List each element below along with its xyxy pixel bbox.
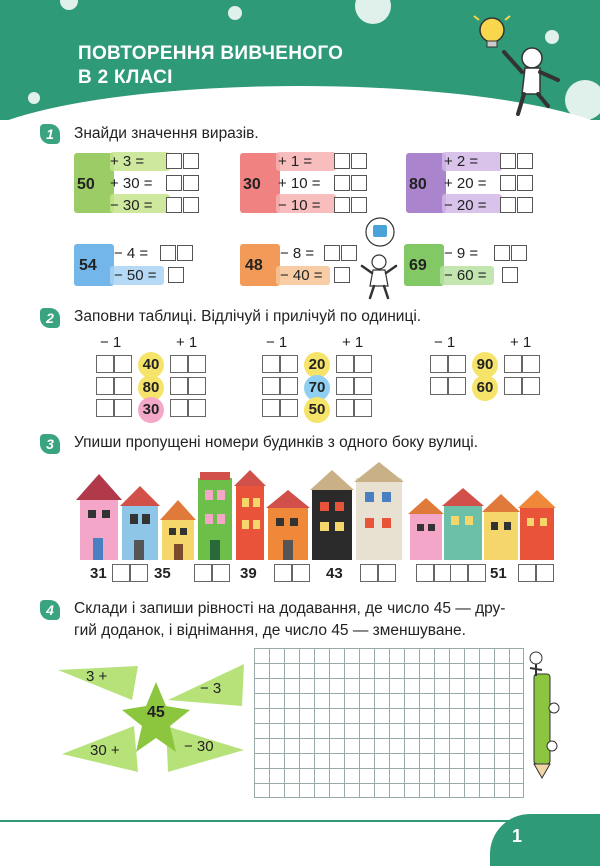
missing-number-cell[interactable] <box>292 564 310 582</box>
expression: + 20 = <box>444 175 487 192</box>
answer-cell[interactable] <box>188 399 206 417</box>
center-value: 50 <box>304 397 330 423</box>
center-value: 90 <box>472 352 498 378</box>
answer-cell[interactable] <box>448 355 466 373</box>
base-number: 69 <box>409 257 427 274</box>
base-number: 80 <box>409 176 427 193</box>
answer-cell[interactable] <box>280 399 298 417</box>
task-1-text: Знайди значення виразів. <box>74 125 259 142</box>
answer-cell[interactable] <box>504 377 522 395</box>
plus-one-label: + 1 <box>342 334 364 351</box>
missing-number-cell[interactable] <box>360 564 378 582</box>
expression-block-48 <box>240 240 370 290</box>
writing-grid[interactable] <box>254 648 524 798</box>
answer-box[interactable] <box>334 153 350 169</box>
center-value: 40 <box>138 352 164 378</box>
minus-one-label: − 1 <box>100 334 122 351</box>
answer-box[interactable] <box>166 175 182 191</box>
missing-number-cell[interactable] <box>450 564 468 582</box>
house-numbers-row <box>90 564 560 586</box>
thumbs-up-illustration <box>354 216 404 300</box>
answer-box[interactable] <box>177 245 193 261</box>
answer-box[interactable] <box>183 153 199 169</box>
answer-box[interactable] <box>334 197 350 213</box>
answer-cell[interactable] <box>170 399 188 417</box>
task-3-text: Упиши пропущені номери будинків з одного боку вулиці. <box>74 434 479 451</box>
expression-block-54 <box>74 240 204 290</box>
answer-cell[interactable] <box>430 355 448 373</box>
answer-box[interactable] <box>166 197 182 213</box>
answer-cell[interactable] <box>114 399 132 417</box>
task-3-badge: 3 <box>40 434 60 454</box>
answer-box[interactable] <box>351 197 367 213</box>
answer-box[interactable] <box>334 175 350 191</box>
minus-one-label: − 1 <box>266 334 288 351</box>
missing-number-cell[interactable] <box>194 564 212 582</box>
expression: − 4 = <box>114 245 149 262</box>
task-4-line-2: гий доданок, і віднімання, де число 45 — зменшуване. <box>74 622 466 639</box>
expression: − 30 = <box>110 197 153 214</box>
answer-cell[interactable] <box>170 377 188 395</box>
center-value: 30 <box>138 397 164 423</box>
expression: + 2 = <box>444 153 479 170</box>
answer-cell[interactable] <box>430 377 448 395</box>
task-2-text: Заповни таблиці. Відлічуй і прилічуй по одиниці. <box>74 308 422 325</box>
answer-cell[interactable] <box>114 355 132 373</box>
expression: + 3 = <box>110 153 145 170</box>
base-number: 54 <box>79 257 97 274</box>
center-value: 70 <box>304 375 330 401</box>
answer-box[interactable] <box>502 267 518 283</box>
page-number-tab <box>490 814 600 866</box>
answer-cell[interactable] <box>170 355 188 373</box>
expression: − 40 = <box>280 267 323 284</box>
answer-box[interactable] <box>166 153 182 169</box>
boy-lightbulb-illustration <box>470 6 590 116</box>
title-line-1: ПОВТОРЕННЯ ВИВЧЕНОГО <box>78 43 344 64</box>
missing-number-cell[interactable] <box>416 564 434 582</box>
star-label: 30 + <box>90 742 120 759</box>
answer-cell[interactable] <box>114 377 132 395</box>
center-value: 60 <box>472 375 498 401</box>
answer-cell[interactable] <box>504 355 522 373</box>
task-4-text <box>74 598 505 642</box>
expression: + 10 = <box>278 175 321 192</box>
expression: + 30 = <box>110 175 153 192</box>
answer-cell[interactable] <box>262 377 280 395</box>
table-group-1 <box>94 334 224 418</box>
house-number: 35 <box>154 565 171 582</box>
answer-cell[interactable] <box>96 355 114 373</box>
answer-box[interactable] <box>500 197 516 213</box>
star-label: − 30 <box>184 738 214 755</box>
answer-cell[interactable] <box>262 355 280 373</box>
house-number: 43 <box>326 565 343 582</box>
expression: + 1 = <box>278 153 313 170</box>
answer-cell[interactable] <box>96 399 114 417</box>
answer-box[interactable] <box>334 267 350 283</box>
answer-box[interactable] <box>511 245 527 261</box>
answer-cell[interactable] <box>262 399 280 417</box>
answer-cell[interactable] <box>336 377 354 395</box>
answer-cell[interactable] <box>354 355 372 373</box>
expression: − 60 = <box>444 267 487 284</box>
task-2-badge: 2 <box>40 308 60 328</box>
answer-box[interactable] <box>351 153 367 169</box>
answer-cell[interactable] <box>336 399 354 417</box>
answer-cell[interactable] <box>188 377 206 395</box>
pencil-kids-illustration <box>522 650 562 780</box>
answer-box[interactable] <box>324 245 340 261</box>
expression-block-30 <box>236 150 376 220</box>
house-number: 39 <box>240 565 257 582</box>
house-number: 51 <box>490 565 507 582</box>
expression: − 9 = <box>444 245 479 262</box>
answer-box[interactable] <box>183 197 199 213</box>
base-number: 48 <box>245 257 263 274</box>
title-line-2: В 2 КЛАСІ <box>78 67 173 88</box>
decor-dot <box>28 92 40 104</box>
answer-box[interactable] <box>168 267 184 283</box>
answer-cell[interactable] <box>354 399 372 417</box>
star-label: 3 + <box>86 668 108 685</box>
missing-number-cell[interactable] <box>212 564 230 582</box>
expression-block-50 <box>70 150 210 220</box>
center-value: 80 <box>138 375 164 401</box>
answer-cell[interactable] <box>336 355 354 373</box>
center-value: 20 <box>304 352 330 378</box>
expression: − 50 = <box>114 267 157 284</box>
plus-one-label: + 1 <box>510 334 532 351</box>
plus-one-label: + 1 <box>176 334 198 351</box>
missing-number-cell[interactable] <box>378 564 396 582</box>
answer-box[interactable] <box>500 153 516 169</box>
answer-box[interactable] <box>517 197 533 213</box>
answer-box[interactable] <box>517 175 533 191</box>
task-1-badge: 1 <box>40 124 60 144</box>
answer-cell[interactable] <box>96 377 114 395</box>
missing-number-cell[interactable] <box>518 564 536 582</box>
street-houses-illustration <box>76 458 558 562</box>
expression: − 8 = <box>280 245 315 262</box>
table-group-3 <box>428 334 558 418</box>
expression: − 10 = <box>278 197 321 214</box>
answer-box[interactable] <box>494 245 510 261</box>
answer-cell[interactable] <box>188 355 206 373</box>
minus-one-label: − 1 <box>434 334 456 351</box>
answer-cell[interactable] <box>280 355 298 373</box>
base-number: 30 <box>243 176 261 193</box>
answer-cell[interactable] <box>448 377 466 395</box>
task-4-badge: 4 <box>40 600 60 620</box>
expression-block-80 <box>402 150 542 220</box>
missing-number-cell[interactable] <box>468 564 486 582</box>
answer-cell[interactable] <box>354 377 372 395</box>
base-number: 50 <box>77 176 95 193</box>
answer-box[interactable] <box>500 175 516 191</box>
house-number: 31 <box>90 565 107 582</box>
decor-dot <box>228 6 242 20</box>
page-title <box>78 42 343 90</box>
page-number: 1 <box>512 826 523 846</box>
star-center-number: 45 <box>147 704 165 721</box>
missing-number-cell[interactable] <box>112 564 130 582</box>
answer-cell[interactable] <box>280 377 298 395</box>
missing-number-cell[interactable] <box>536 564 554 582</box>
answer-box[interactable] <box>517 153 533 169</box>
answer-cell[interactable] <box>522 377 540 395</box>
star-label: − 3 <box>200 680 222 697</box>
missing-number-cell[interactable] <box>274 564 292 582</box>
table-group-2 <box>260 334 390 418</box>
answer-box[interactable] <box>160 245 176 261</box>
expression: − 20 = <box>444 197 487 214</box>
expression-block-69 <box>404 240 544 290</box>
task-4-line-1: Склади і запиши рівності на додавання, де число 45 — дру- <box>74 600 506 617</box>
answer-cell[interactable] <box>522 355 540 373</box>
answer-box[interactable] <box>351 175 367 191</box>
missing-number-cell[interactable] <box>130 564 148 582</box>
answer-box[interactable] <box>183 175 199 191</box>
